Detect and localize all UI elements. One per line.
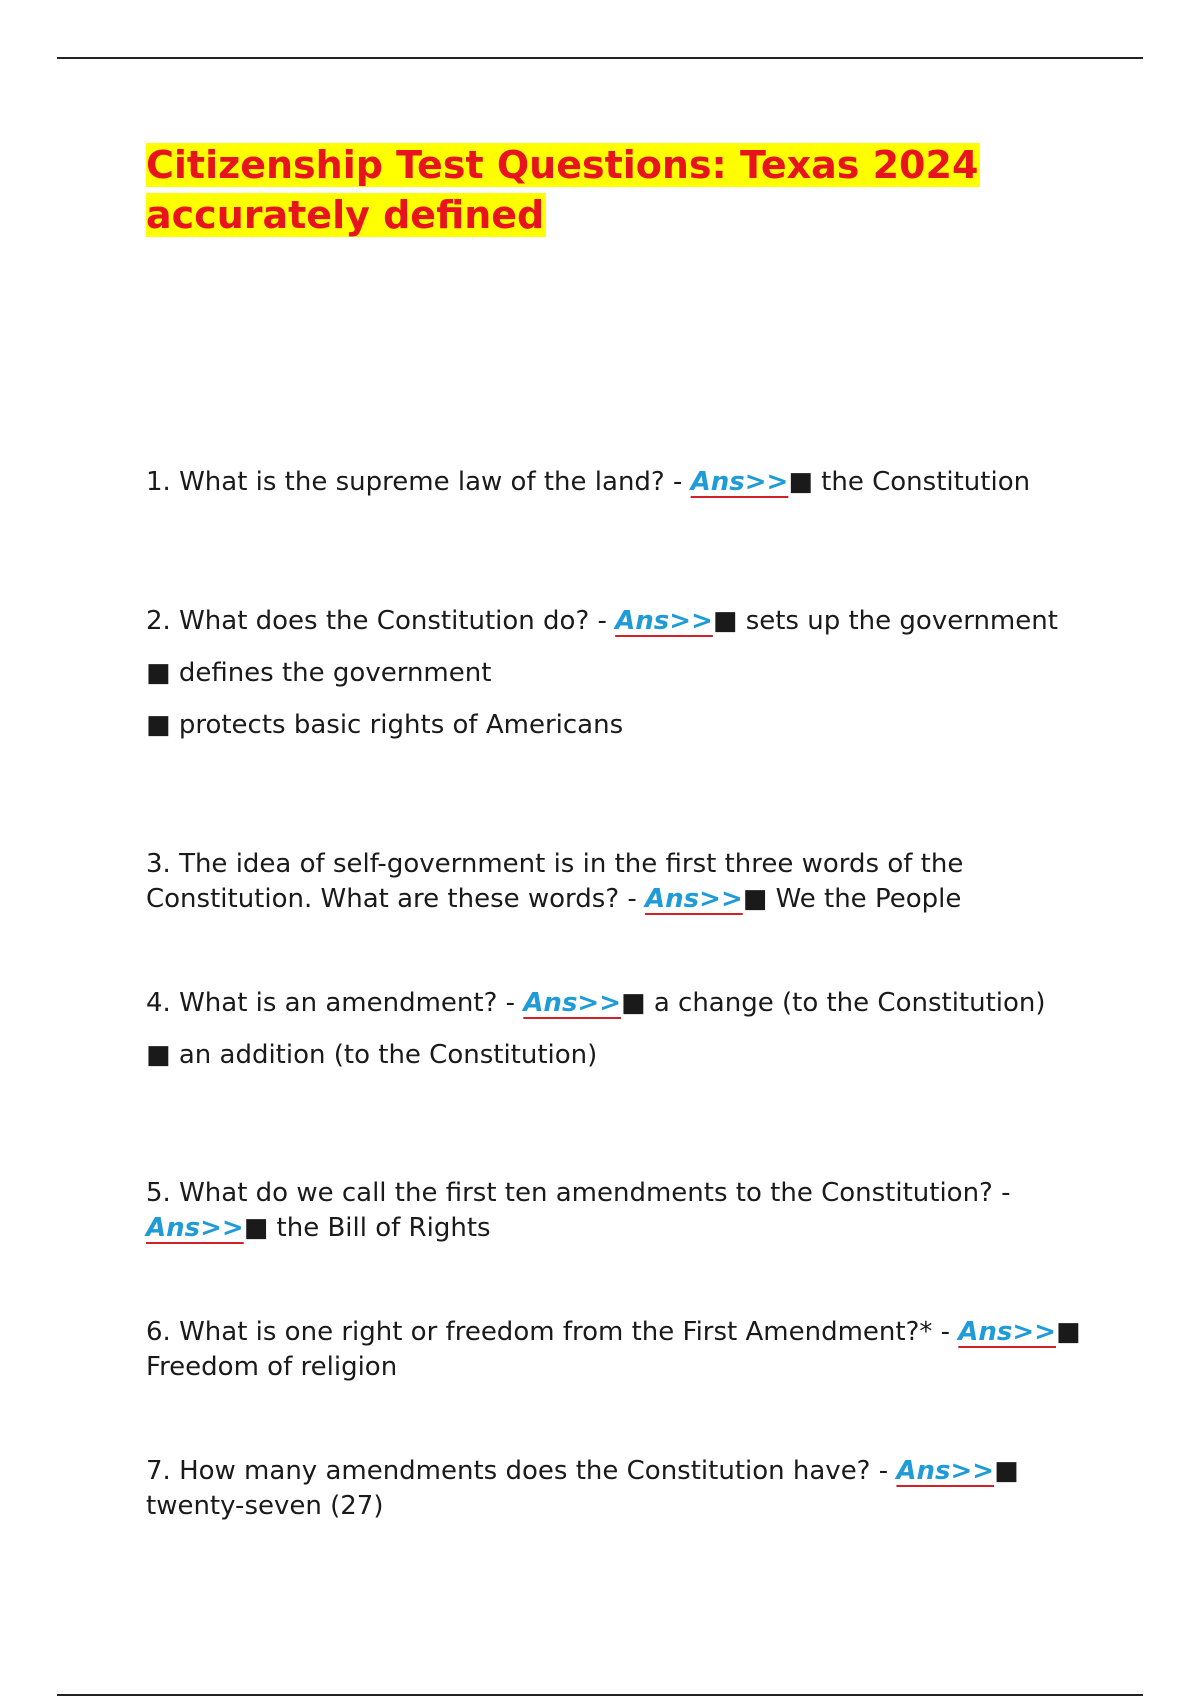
title-line-1: Citizenship Test Questions: Texas 2024 (146, 143, 979, 187)
answer-link-4[interactable]: Ans>> (523, 988, 621, 1018)
answer-link-6[interactable]: Ans>> (958, 1317, 1056, 1347)
answer-3: ■ We the People (742, 884, 962, 914)
answer-1: ■ the Constitution (788, 467, 1031, 497)
answer-link-1[interactable]: Ans>> (690, 467, 789, 497)
bottom-rule (57, 1694, 1143, 1696)
question-2-text: 2. What does the Constitution do? - Ans>>■ sets up the government (146, 606, 1058, 636)
question-1 (146, 465, 1096, 500)
answer-link-5[interactable]: Ans>> (146, 1213, 244, 1243)
answer-4: ■ a change (to the Constitution) (621, 988, 1046, 1018)
question-3-text: 3. The idea of self-government is in the first three words of the Constitution. What are these words? - Ans>>■ We the People (146, 849, 964, 914)
question-1-text: 1. What is the supreme law of the land? - Ans>>■ the Constitution (146, 467, 1031, 497)
question-6-text: 6. What is one right or freedom from the First Amendment?* - Ans>>■ Freedom of religion (146, 1317, 1081, 1382)
answer-link-3[interactable]: Ans>> (645, 884, 743, 914)
answer-7: ■ twenty-seven (27) (146, 1456, 1019, 1521)
document-page (146, 140, 1096, 1521)
answer-2-extra-2: ■ protects basic rights of Americans (146, 710, 624, 740)
answer-6: ■ Freedom of religion (146, 1317, 1081, 1382)
answer-5: ■ the Bill of Rights (243, 1213, 491, 1243)
question-4 (146, 986, 1096, 1073)
question-2 (146, 604, 1096, 743)
question-5-text: 5. What do we call the first ten amendments to the Constitution? - Ans>>■ the Bill of Rights (146, 1178, 1011, 1243)
answer-2-extra-1: ■ defines the government (146, 658, 492, 688)
question-3 (146, 847, 1096, 917)
top-rule (57, 57, 1143, 59)
question-7-text: 7. How many amendments does the Constitution have? - Ans>>■ twenty-seven (27) (146, 1456, 1019, 1521)
answer-2: ■ sets up the government (712, 606, 1058, 636)
answer-link-7[interactable]: Ans>> (896, 1456, 995, 1486)
answer-link-2[interactable]: Ans>> (615, 606, 713, 636)
question-6 (146, 1315, 1096, 1385)
title-line-2: accurately defined (146, 193, 545, 237)
question-5 (146, 1176, 1096, 1246)
question-7 (146, 1454, 1096, 1524)
question-4-text: 4. What is an amendment? - Ans>>■ a change (to the Constitution) (146, 988, 1046, 1018)
document-title (146, 140, 1096, 240)
answer-4-extra-1: ■ an addition (to the Constitution) (146, 1040, 598, 1070)
